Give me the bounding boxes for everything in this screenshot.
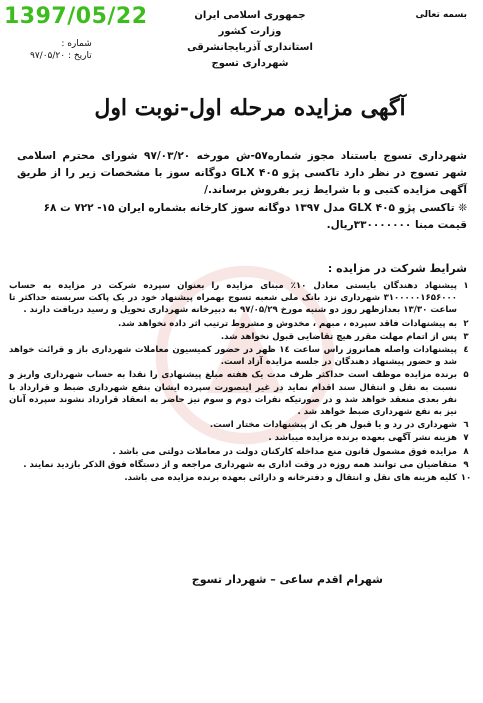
- condition-number: ۲: [463, 318, 469, 329]
- conditions-list: [9, 280, 475, 485]
- condition-item: [9, 344, 475, 368]
- number-label: شماره :: [61, 39, 92, 49]
- condition-number: ٤: [463, 345, 469, 356]
- condition-number: ۵: [463, 370, 469, 381]
- condition-text: متقاضیان می توانند همه روزه در وقت اداری به شهرداری مراجعه و از دستگاه فوق الذکر بازدید نمایند .: [23, 459, 457, 470]
- condition-number: ۱۰: [460, 473, 472, 484]
- date-label: تاریخ :: [67, 51, 92, 61]
- condition-number: ۷: [463, 433, 469, 444]
- letterhead-line: وزارت کشور: [218, 26, 282, 37]
- condition-item: [9, 280, 475, 317]
- reference-block: [30, 38, 92, 62]
- condition-text: پیشنهاد دهندگان بایستی معادل ۱۰٪ مبنای مزایده را بعنوان سپرده شرکت در مزایده به حساب ۳۱۰۰۰۰۰۱۶۵۶۰۰۰ شهرداری نزد بانک ملی شعبه تسوج بهمراه پیشنهاد خود در یک پاکت سربسته حداکثر تا ساعت ۱۳/۳۰ بعدازظهر روز دو شنبه مورخ ۹۷/۰۵/۲۹ به دبیرخانه شهرداری تحویل و رسید دریافت دارند .: [9, 281, 458, 316]
- green-date-stamp: 1397/05/22: [4, 4, 148, 29]
- condition-item: [9, 331, 475, 343]
- condition-number: ۸: [463, 446, 469, 457]
- condition-text: به پیشنهادات فاقد سپرده ، مبهم ، مخدوش و مشروط ترتیب اثر داده نخواهد شد.: [117, 318, 457, 329]
- intro-paragraph: شهرداری تسوج باستناد مجوز شماره۵۷-ش مورخه ۹۷/۰۳/۲۰ شورای محترم اسلامی شهر تسوج در نظر دارد تاکسی پژو GLX ۴۰۵ دوگانه سوز با مشخصات زیر را از طریق آگهی مزایده کتبی و با شرایط زیر بفروش برساند./: [17, 150, 467, 196]
- letterhead-line: استانداری آذربایجانشرقی: [187, 42, 313, 53]
- condition-item: [9, 472, 475, 484]
- condition-text: هزینه نشر آگهی بعهده برنده مزایده میباشد .: [268, 433, 457, 444]
- letterhead-line: جمهوری اسلامی ایران: [194, 10, 306, 21]
- condition-item: [9, 446, 475, 458]
- condition-text: پس از اتمام مهلت مقرر هیچ تقاضایی قبول نخواهد شد.: [220, 331, 457, 342]
- condition-text: کلیه هزینه های نقل و انتقال و دفترخانه و دارائی بعهده برنده مزایده می باشد.: [124, 473, 457, 484]
- condition-item: [9, 369, 475, 418]
- condition-number: ۹: [463, 459, 469, 470]
- condition-number: ٦: [463, 420, 469, 431]
- condition-text: مزایده فوق مشمول قانون منع مداخله کارکنان دولت در معاملات دولتی می باشد .: [112, 446, 457, 457]
- signature-line: شهرام اقدم ساعی – شهردار تسوج: [191, 573, 383, 586]
- condition-item: [9, 318, 475, 330]
- condition-number: ۱: [463, 281, 469, 291]
- condition-number: ۳: [463, 331, 469, 342]
- conditions-heading: شرایط شرکت در مزایده :: [327, 262, 467, 275]
- condition-text: برنده مزایده موظف است حداکثر ظرف مدت یک هفته مبلغ پیشنهادی را نقدا به حساب شهرداری واریز و نسبت به نقل و انتقال سند اقدام نماید در غیر اینصورت سپرده ایشان بنفع شهرداری ضبط و قرارداد با نفر بعدی منعقد خواهد شد و در صورتیکه نفرات دوم و سوم نیز حاضر به انعقاد قرارداد نشوند سپرده آنان نیز به نفع شهرداری ضبط خواهد شد .: [9, 370, 457, 418]
- auction-item: ❊ تاکسی پژو GLX ۴۰۵ مدل ۱۳۹۷ دوگانه سوز کارخانه بشماره ایران ۱۵- ۷۲۲ ت ۶۸ قیمت مبنا ۳۳۰۰۰۰۰۰۰ریال.: [43, 202, 467, 231]
- bismillah: بسمه تعالی: [415, 10, 467, 20]
- letterhead-line: شهرداری تسوج: [211, 58, 289, 69]
- condition-text: شهرداری در رد و یا قبول هر یک از پیشنهادات مختار است.: [209, 420, 457, 431]
- letterhead: [150, 8, 350, 72]
- condition-item: [9, 432, 475, 444]
- condition-item: [9, 459, 475, 471]
- condition-text: پیشنهادات واصله همانروز راس ساعت ١٤ ظهر در حضور کمیسیون معاملات شهرداری باز و قرائت خواهد شد و حضور پیشنهاد دهندگان در جلسه مزایده آزاد است.: [9, 345, 458, 368]
- condition-item: [9, 419, 475, 431]
- date-value: ۹۷/۰۵/۲۰: [30, 51, 66, 61]
- page-title: آگهی مزایده مرحله اول-نوبت اول: [94, 95, 406, 121]
